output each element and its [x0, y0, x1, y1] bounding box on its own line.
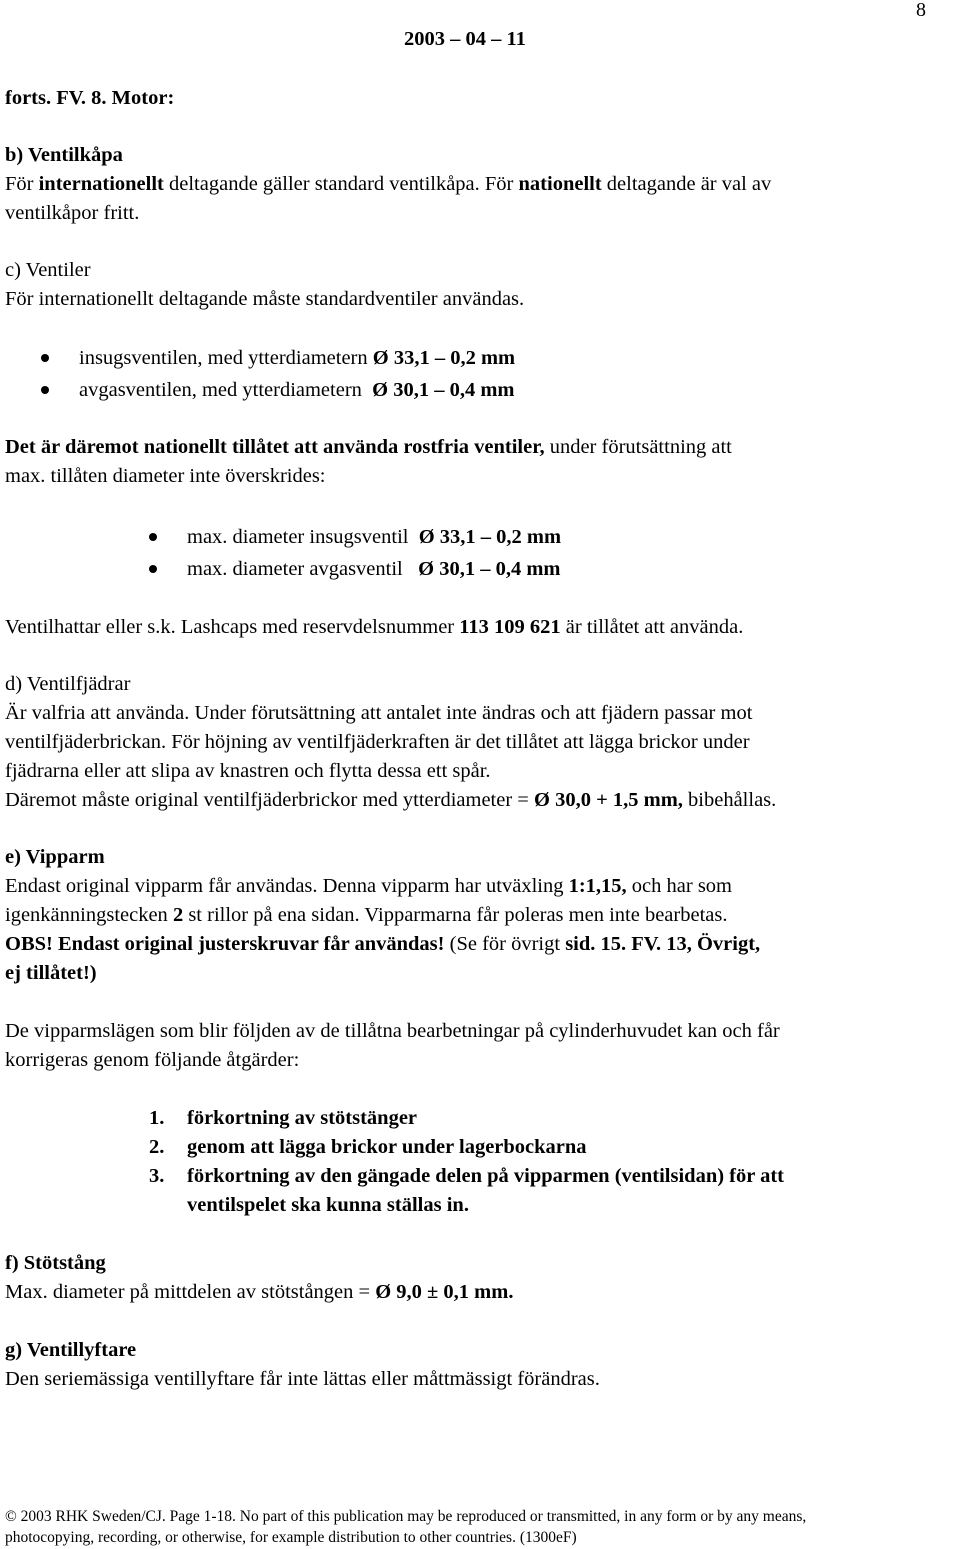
- paragraph-c-note-line-1: Det är däremot nationellt tillåtet att använda rostfria ventiler, under förutsättning att: [5, 436, 732, 458]
- bullet-max-intake: max. diameter insugsventil Ø 33,1 – 0,2 mm: [187, 526, 562, 548]
- paragraph-b-line-1: För internationellt deltagande gäller standard ventilkåpa. För nationellt deltagande är val av: [5, 173, 772, 195]
- heading-f: f) Stötstång: [5, 1252, 106, 1274]
- paragraph-c-intro: För internationellt deltagande måste standardventiler användas.: [5, 288, 525, 310]
- footer-copyright-line-1: © 2003 RHK Sweden/CJ. Page 1-18. No part of this publication may be reproduced or transmitted, in any form or by any means,: [5, 1508, 807, 1525]
- heading-e: e) Vipparm: [5, 846, 105, 868]
- paragraph-g: Den seriemässiga ventillyftare får inte lättas eller måttmässigt förändras.: [5, 1368, 600, 1390]
- list-item-number: 2.: [149, 1136, 165, 1158]
- list-item-continuation: ventilspelet ska kunna ställas in.: [187, 1194, 469, 1216]
- bullet-max-exhaust: max. diameter avgasventil Ø 30,1 – 0,4 mm: [187, 558, 561, 580]
- paragraph-valve-caps: Ventilhattar eller s.k. Lashcaps med reservdelsnummer 113 109 621 är tillåtet att använda.: [5, 616, 744, 638]
- paragraph-f: Max. diameter på mittdelen av stötstången = Ø 9,0 ± 0,1 mm.: [5, 1281, 514, 1303]
- paragraph-d-line-1: Är valfria att använda. Under förutsättning att antalet inte ändras och att fjädern passar mot: [5, 702, 753, 724]
- bullet-icon: [149, 533, 157, 541]
- bullet-icon: [41, 354, 49, 362]
- paragraph-c-note-line-2: max. tillåten diameter inte överskrides:: [5, 465, 326, 487]
- paragraph-e-line-4: ej tillåtet!): [5, 962, 97, 984]
- list-item: genom att lägga brickor under lagerbockarna: [187, 1136, 587, 1158]
- heading-b: b) Ventilkåpa: [5, 144, 123, 166]
- paragraph-d-line-4: Däremot måste original ventilfjäderbrickor med ytterdiameter = Ø 30,0 + 1,5 mm, bibehållas.: [5, 789, 777, 811]
- footer-copyright-line-2: photocopying, recording, or otherwise, for example distribution to other countries. (1300eF): [5, 1529, 577, 1546]
- list-item-number: 1.: [149, 1107, 165, 1129]
- bullet-icon: [149, 565, 157, 573]
- list-item: förkortning av stötstänger: [187, 1107, 418, 1129]
- list-item: förkortning av den gängade delen på vipparmen (ventilsidan) för att: [187, 1165, 785, 1187]
- paragraph-e2-line-2: korrigeras genom följande åtgärder:: [5, 1049, 300, 1071]
- page-number: 8: [916, 0, 926, 21]
- bullet-icon: [41, 386, 49, 394]
- heading-d: d) Ventilfjädrar: [5, 673, 131, 695]
- section-heading: forts. FV. 8. Motor:: [5, 87, 175, 109]
- paragraph-d-line-2: ventilfjäderbrickan. För höjning av ventilfjäderkraften är det tillåtet att lägga brickor under: [5, 731, 750, 753]
- paragraph-e-line-1: Endast original vipparm får användas. Denna vipparm har utväxling 1:1,15, och har som: [5, 875, 732, 897]
- heading-g: g) Ventillyftare: [5, 1339, 137, 1361]
- bullet-exhaust-valve: avgasventilen, med ytterdiametern Ø 30,1 – 0,4 mm: [79, 379, 515, 401]
- heading-c: c) Ventiler: [5, 259, 91, 281]
- paragraph-b-line-2: ventilkåpor fritt.: [5, 202, 140, 224]
- paragraph-d-line-3: fjädrarna eller att slipa av knastren och flytta dessa ett spår.: [5, 760, 491, 782]
- paragraph-e2-line-1: De vipparmslägen som blir följden av de tillåtna bearbetningar på cylinderhuvudet kan och får: [5, 1020, 780, 1042]
- bullet-intake-valve: insugsventilen, med ytterdiametern Ø 33,1 – 0,2 mm: [79, 347, 516, 369]
- paragraph-e-line-2: igenkänningstecken 2 st rillor på ena sidan. Vipparmarna får poleras men inte bearbetas.: [5, 904, 728, 926]
- list-item-number: 3.: [149, 1165, 165, 1187]
- paragraph-e-line-3: OBS! Endast original justerskruvar får användas! (Se för övrigt sid. 15. FV. 13, Övrigt,: [5, 933, 761, 955]
- document-date: 2003 – 04 – 11: [404, 28, 526, 50]
